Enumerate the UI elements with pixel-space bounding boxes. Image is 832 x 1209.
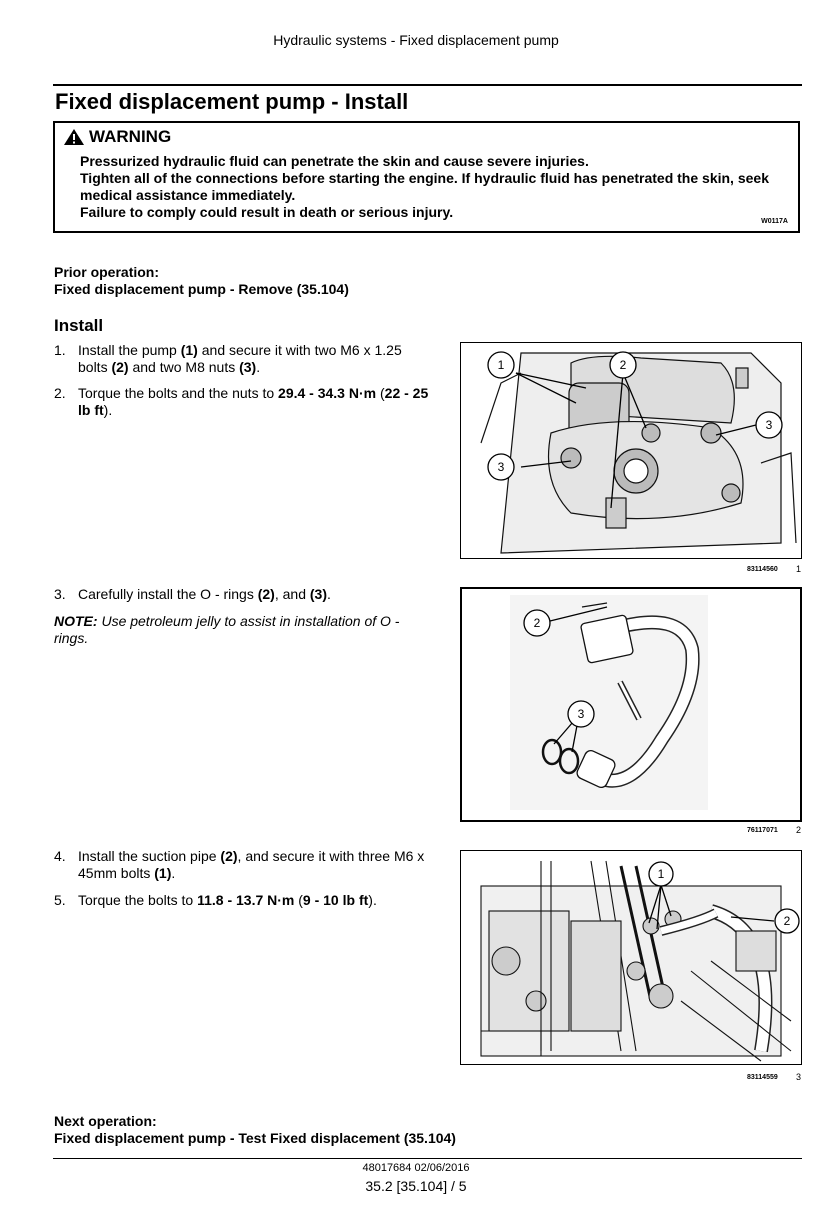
step-3 (54, 586, 430, 603)
warning-code: W0117A (761, 218, 788, 225)
step-text: Carefully install the O - rings (2), and (3). (78, 586, 331, 602)
callout-3: 3 (497, 460, 505, 474)
note (54, 613, 430, 647)
figure-1-pump-install (460, 342, 802, 559)
step-number: 4. (54, 848, 66, 864)
prior-operation-label: Prior operation: (54, 264, 160, 280)
step-2 (54, 385, 430, 419)
warning-line: Tighten all of the connections before starting the engine. If hydraulic fluid has penetrated the skin, seek medical assistance immediately. (80, 170, 769, 203)
warning-label: WARNING (89, 127, 172, 146)
step-1 (54, 342, 430, 376)
figure-number: 2 (796, 825, 802, 835)
step-5 (54, 892, 430, 909)
step-text: Install the pump (1) and secure it with two M6 x 1.25 bolts (2) and two M8 nuts (3). (78, 342, 402, 375)
warning-line: Failure to comply could result in death or serious injury. (80, 204, 454, 220)
warning-heading (63, 127, 171, 147)
step-text: Install the suction pipe (2), and secure it with three M6 x 45mm bolts (1). (78, 848, 425, 881)
step-number: 3. (54, 586, 66, 602)
callout-2: 2 (533, 616, 541, 630)
prior-operation-link[interactable]: Fixed displacement pump - Remove (35.104) (54, 281, 349, 297)
callout-3: 3 (765, 418, 773, 432)
figure-code: 76117071 (747, 827, 778, 834)
pump-illustration (461, 343, 801, 558)
callout-1: 1 (497, 358, 505, 372)
step-text: Torque the bolts to 11.8 - 13.7 N·m (9 - 10 lb ft). (78, 892, 377, 908)
callout-3: 3 (577, 707, 585, 721)
figure-code: 83114559 (747, 1074, 778, 1081)
footer-doc-id: 48017684 02/06/2016 (362, 1162, 470, 1174)
footer-rule (53, 1158, 802, 1159)
step-number: 1. (54, 342, 66, 358)
step-text: Torque the bolts and the nuts to 29.4 - 34.3 N·m (22 - 25 lb ft). (78, 385, 429, 418)
step-number: 2. (54, 385, 66, 401)
warning-text (80, 153, 785, 221)
warning-triangle-icon (63, 128, 85, 146)
header-rule (53, 84, 802, 86)
next-operation-link[interactable]: Fixed displacement pump - Test Fixed displacement (35.104) (54, 1130, 456, 1146)
warning-line: Pressurized hydraulic fluid can penetrate the skin and cause severe injuries. (80, 153, 589, 169)
note-text: Use petroleum jelly to assist in installation of O - rings. (54, 613, 400, 646)
note-label: NOTE: (54, 613, 98, 629)
o-ring-illustration (462, 589, 800, 820)
figure-number: 1 (796, 564, 802, 574)
step-4 (54, 848, 430, 882)
figure-3-suction-pipe (460, 850, 802, 1065)
callout-1: 1 (657, 867, 665, 881)
next-operation-label: Next operation: (54, 1113, 157, 1129)
page-title: Fixed displacement pump - Install (55, 89, 409, 114)
step-number: 5. (54, 892, 66, 908)
footer-page-number: 35.2 [35.104] / 5 (365, 1178, 467, 1194)
figure-code: 83114560 (747, 566, 778, 573)
figure-2-o-rings (460, 587, 802, 822)
warning-box (53, 121, 800, 233)
figure-number: 3 (796, 1072, 802, 1082)
callout-2: 2 (783, 914, 791, 928)
section-heading: Install (54, 316, 104, 335)
callout-2: 2 (619, 358, 627, 372)
suction-pipe-illustration (461, 851, 801, 1064)
running-header: Hydraulic systems - Fixed displacement pump (273, 32, 559, 48)
